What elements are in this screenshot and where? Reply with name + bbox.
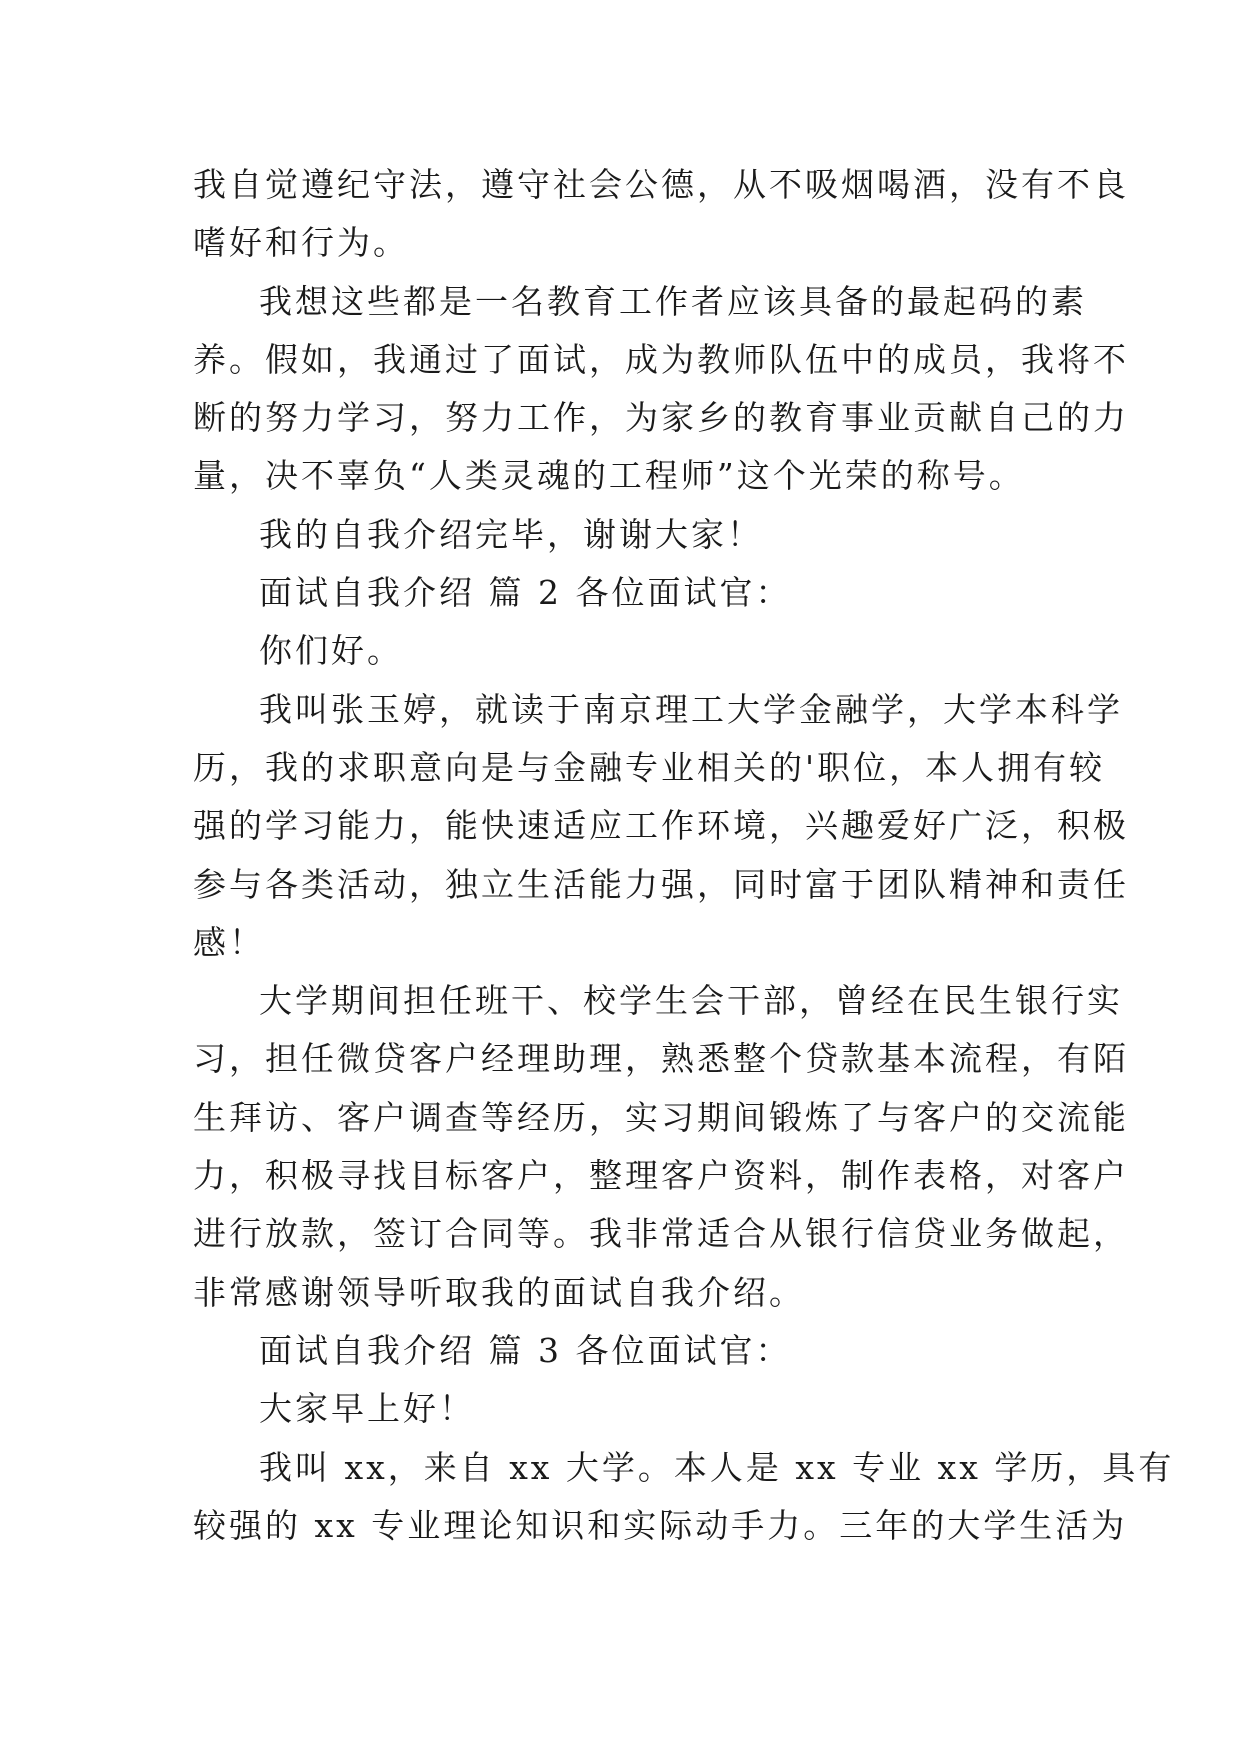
text-line: 断的努力学习，努力工作，为家乡的教育事业贡献自己的力 — [193, 398, 1129, 438]
text-line: 我的自我介绍完毕，谢谢大家！ — [259, 514, 763, 554]
document-body — [193, 156, 1175, 1555]
text-line: 我叫 xx，来自 xx 大学。本人是 xx 专业 xx 学历，具有 — [259, 1447, 1175, 1487]
text-line: 嗜好和行为。 — [193, 223, 409, 263]
text-line: 历，我的求职意向是与金融专业相关的'职位，本人拥有较 — [193, 747, 1106, 787]
section-heading: 面试自我介绍 篇 3 各位面试官： — [259, 1330, 792, 1370]
text-line: 大学期间担任班干、校学生会干部，曾经在民生银行实 — [259, 981, 1123, 1021]
text-line: 参与各类活动，独立生活能力强，同时富于团队精神和责任 — [193, 864, 1129, 904]
text-line: 量，决不辜负“人类灵魂的工程师”这个光荣的称号。 — [193, 456, 1025, 496]
section-heading: 面试自我介绍 篇 2 各位面试官： — [259, 573, 792, 613]
text-line: 感！ — [193, 922, 265, 962]
text-line: 习，担任微贷客户经理助理，熟悉整个贷款基本流程，有陌 — [193, 1039, 1129, 1079]
text-line: 大家早上好！ — [259, 1389, 475, 1429]
text-line: 我叫张玉婷，就读于南京理工大学金融学，大学本科学 — [259, 689, 1123, 729]
text-line: 较强的 xx 专业理论知识和实际动手力。三年的大学生活为 — [193, 1505, 1128, 1545]
text-line: 强的学习能力，能快速适应工作环境，兴趣爱好广泛，积极 — [193, 806, 1129, 846]
text-line: 非常感谢领导听取我的面试自我介绍。 — [193, 1272, 805, 1312]
text-line: 你们好。 — [259, 631, 403, 671]
text-line: 我自觉遵纪守法，遵守社会公德，从不吸烟喝酒，没有不良 — [193, 165, 1129, 204]
text-line: 力，积极寻找目标客户，整理客户资料，制作表格，对客户 — [193, 1156, 1129, 1196]
text-line: 进行放款，签订合同等。我非常适合从银行信贷业务做起， — [193, 1214, 1129, 1254]
text-line: 我想这些都是一名教育工作者应该具备的最起码的素 — [259, 281, 1087, 321]
text-line: 养。假如，我通过了面试，成为教师队伍中的成员，我将不 — [193, 339, 1129, 379]
text-line: 生拜访、客户调查等经历，实习期间锻炼了与客户的交流能 — [193, 1097, 1129, 1137]
